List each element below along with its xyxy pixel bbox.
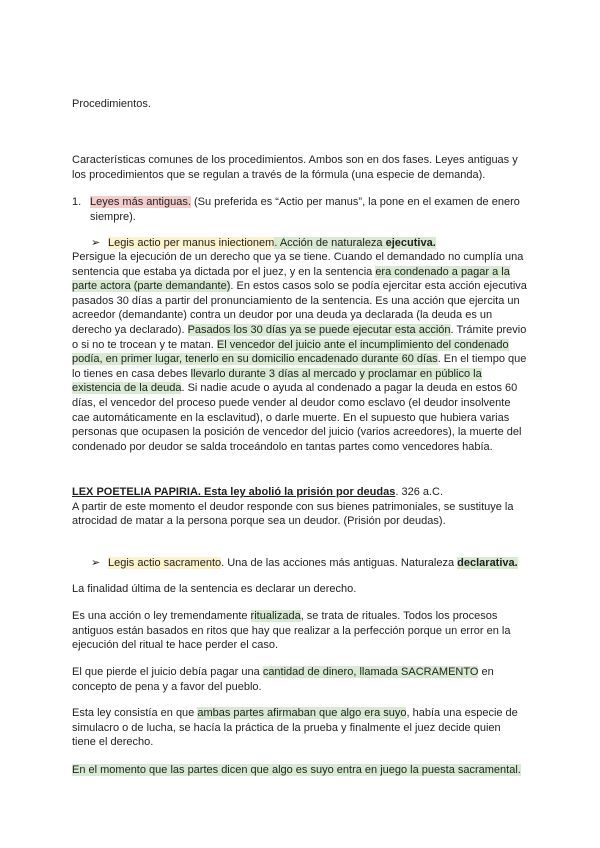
arrow-bullet-icon: ➢ <box>91 237 101 249</box>
heading-mid: . Acción de naturaleza <box>274 237 386 249</box>
heading-text <box>108 556 518 571</box>
highlighted-run: ambas partes afirmaban que algo era suyo <box>197 707 407 719</box>
highlighted-run: llevarlo durante 3 días al mercado y proclamar en público la existencia de la deuda <box>72 367 482 395</box>
text-run: . En estos casos solo se podía ejercitar esta acción ejecutiva pasados 30 días a partir del pronunciamiento de la sentencia. Es una acción que ejercita un acreedor (demandante) contra un deudor por una deuda ya declarada (la deuda es un derecho ya declarado). <box>72 280 527 336</box>
action-name: Legis actio sacramento <box>108 557 222 569</box>
document-title: Procedimientos. <box>72 98 151 110</box>
text-run: . Trámite previo o si no te trocean y te matan. <box>72 323 527 351</box>
action-name: Legis actio per manus iniectionem <box>108 237 275 249</box>
heading-bold: ejecutiva. <box>385 237 436 249</box>
text-run: Esta ley consistía en que <box>72 707 198 719</box>
lex-text: A partir de este momento el deudor responde con sus bienes patrimoniales, se sustituye la atrocidad de matar a la persona porque sea un deudor. (Prisión por deudas). <box>72 500 514 528</box>
highlighted-run: ritualizada <box>250 610 301 622</box>
highlighted-run: era condenado a pagar a la parte actora (parte demandante) <box>72 265 510 293</box>
list-item-text <box>90 195 527 224</box>
text-run: . En el tiempo que lo tienes en casa debes <box>72 353 527 380</box>
lex-date: . 326 a.C. <box>395 486 444 498</box>
lex-poetelia-block <box>72 485 527 529</box>
highlighted-run: En el momento que las partes dicen que algo es suyo entra en juego la puesta sacramental. <box>72 764 521 776</box>
text-run: , había una especie de simulacro o de lucha, se hacía la práctica de la prueba y finalmente el juez decide quien tiene el derecho. <box>72 707 518 749</box>
heading-text <box>108 236 436 251</box>
text-run: en concepto de pena y a favor del pueblo. <box>72 666 494 693</box>
list-number: 1. <box>72 196 82 208</box>
text-run: El que pierde el juicio debía pagar una <box>72 666 263 678</box>
heading-bold: declarativa. <box>457 557 518 569</box>
arrow-bullet-icon: ➢ <box>91 557 101 569</box>
intro-paragraph: Características comunes de los procedimientos. Ambos son en dos fases. Leyes antiguas y los procedimientos que se regulan a través de la fórmula (una especie de demanda). <box>72 154 518 181</box>
text-run: . Si nadie acude o ayuda al condenado a pagar la deuda en estos 60 días, el vencedor del proceso puede vender al deudor como esclavo (el deudor insolvente cae automáticamente en la esclavitud), o darle muerte. En el supuesto que hubiera varias personas que ocupasen la posición de vencedor del juicio (varios acreedores), la muerte del condenado por deudor se salda troceándolo en tantas partes como vencedores había. <box>72 382 522 453</box>
lex-title: LEX POETELIA PAPIRIA. Esta ley abolió la prisión por deudas <box>72 486 396 498</box>
paragraph-ambas-partes <box>72 706 527 750</box>
paragraph-puesta-sacramental <box>72 763 527 778</box>
paragraph-finalidad: La finalidad última de la sentencia es declarar un derecho. <box>72 583 357 595</box>
paragraph-ritualizada <box>72 609 527 653</box>
list-item-rest: (Su preferida es “Actio per manus”, la pone en el examen de enero siempre). <box>90 196 520 223</box>
paragraph-ejecucion <box>72 250 527 454</box>
highlighted-run: El vencedor del juicio ante el incumplimiento del condenado podía, en primer lugar, tenerlo en su domicilio encadenado durante 60 días <box>72 338 509 366</box>
highlighted-run: Pasados los 30 días ya se puede ejecutar esta acción <box>187 323 451 336</box>
text-run: , se trata de rituales. Todos los procesos antiguos están basados en ritos que hay que realizar a la perfección porque un error en la ejecución del ritual te hace perder el caso. <box>72 610 511 652</box>
paragraph-sacramento <box>72 665 527 694</box>
highlighted-run: cantidad de dinero, llamada SACRAMENTO <box>262 666 479 678</box>
heading-mid: . Una de las acciones más antiguas. Naturaleza <box>221 557 458 569</box>
highlight-leyes: Leyes más antiguas. <box>90 196 191 208</box>
text-run: Es una acción o ley tremendamente <box>72 610 251 622</box>
text-run: Persigue la ejecución de un derecho que ya se tiene. Cuando el demandado no cumplía una sentencia que estaba ya dictada por el juez, y en la sentencia <box>72 251 524 278</box>
